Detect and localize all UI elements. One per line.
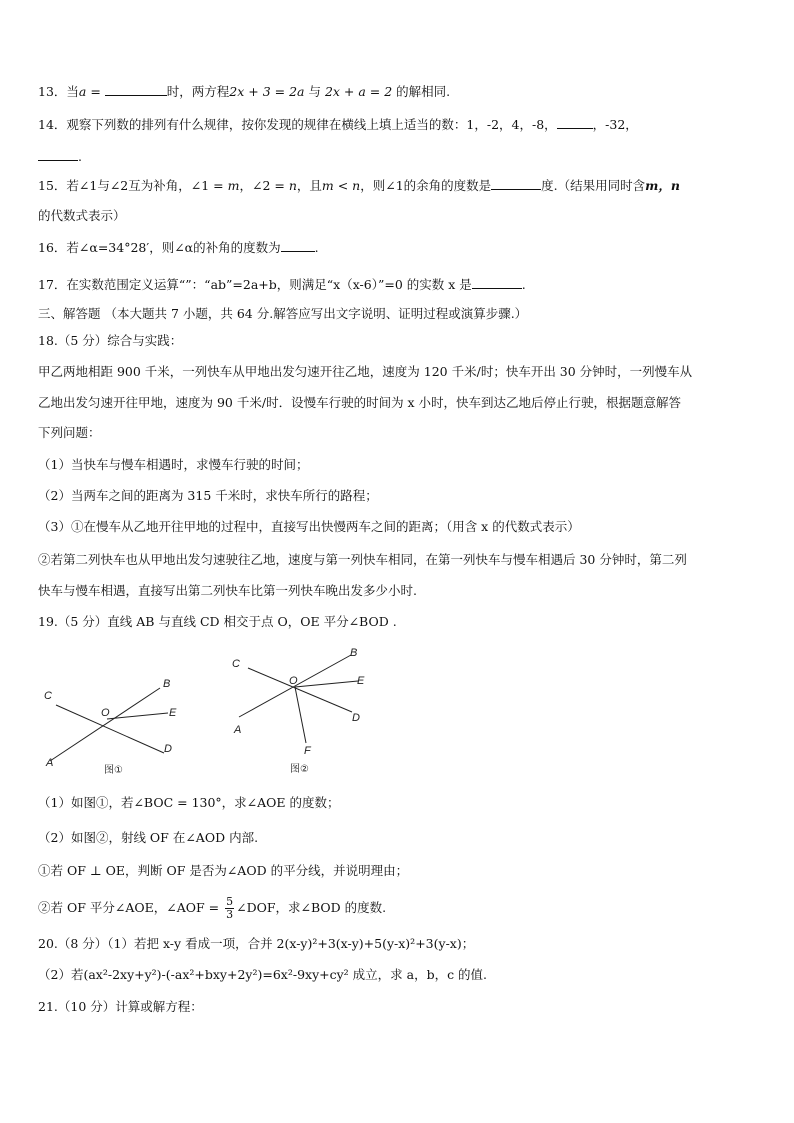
answer-blank[interactable] <box>491 177 541 190</box>
q18-subquestion-4-cont: 快车与慢车相遇，直接写出第二列快车比第一列快车晚出发多少小时. <box>38 583 417 598</box>
q15-prefix: 15．若∠1与∠2互为补角，∠1 = <box>38 178 228 193</box>
ray-oe <box>295 681 358 687</box>
figure-2 <box>226 643 376 783</box>
q18-subquestion-1: （1）当快车与慢车相遇时，求慢车行驶的时间； <box>38 457 309 472</box>
label-b: B <box>350 647 358 659</box>
q13-var: a <box>78 84 87 99</box>
label-c: C <box>44 690 52 702</box>
answer-blank[interactable] <box>105 83 167 96</box>
q18-paragraph-line: 乙地出发匀速开往甲地，速度为 90 千米/时．设慢车行驶的时间为 x 小时，快车到达乙地后停止行驶，根据题意解答 <box>38 395 682 410</box>
q16-end: . <box>314 240 319 255</box>
section-header: 三、解答题 （本大题共 7 小题，共 64 分.解答应写出文字说明、证明过程或演算步骤.） <box>38 306 528 321</box>
q19-s4-prefix: ②若 OF 平分∠AOE，∠AOF = <box>38 900 224 915</box>
q18-subquestion-2: （2）当两车之间的距离为 315 千米时，求快车所行的路程； <box>38 488 378 503</box>
q13-equals: = <box>86 84 105 99</box>
q15-mid1: ，∠2 = <box>239 178 289 193</box>
label-c: C <box>232 658 240 670</box>
answer-blank[interactable] <box>281 239 315 252</box>
label-e: E <box>169 707 177 719</box>
label-a: A <box>46 757 54 769</box>
question-14-cont <box>38 148 82 166</box>
question-17 <box>38 276 526 294</box>
q14-text: 14．观察下列数的排列有什么规律，按你发现的规律在横线上填上适当的数：1，-2，4，-8， <box>38 117 557 132</box>
question-18-title: 18.（5 分）综合与实践： <box>38 333 183 348</box>
q19-subquestion-4 <box>38 896 386 921</box>
question-21: 21.（10 分）计算或解方程： <box>38 999 203 1014</box>
q13-mid: 时，两方程 <box>166 84 230 99</box>
q19-subquestion-3: ①若 OF ⊥ OE，判断 OF 是否为∠AOD 的平分线，并说明理由； <box>38 863 409 878</box>
ray-oe <box>107 713 168 719</box>
q15-mid2: ，且 <box>296 178 322 193</box>
label-e: E <box>357 675 365 687</box>
label-d: D <box>352 712 360 724</box>
q13-prefix: 13．当 <box>38 84 79 99</box>
figure-2-caption: 图② <box>290 764 309 775</box>
q14-end: . <box>78 149 82 164</box>
question-16 <box>38 239 319 257</box>
q18-paragraph-line: 下列问题： <box>38 425 101 440</box>
question-14 <box>38 116 638 134</box>
q15-n: n <box>288 178 297 193</box>
q16-text: 16．若∠α=34°28′，则∠α的补角的度数为 <box>38 240 281 255</box>
q18-paragraph-line: 甲乙两地相距 900 千米，一列快车从甲地出发匀速开往乙地，速度为 120 千米/时；快车开出 30 分钟时，一列慢车从 <box>38 364 693 379</box>
q15-mn: m，n <box>645 178 680 193</box>
fraction <box>225 896 234 921</box>
label-o: O <box>289 675 298 687</box>
figure-1 <box>38 668 198 780</box>
question-15 <box>38 177 680 195</box>
q15-mid3: ，则∠1的余角的度数是 <box>360 178 492 193</box>
q17-end: . <box>521 277 526 292</box>
answer-blank[interactable] <box>38 148 78 161</box>
ray-of <box>295 687 306 743</box>
question-20-part2: （2）若(ax²-2xy+y²)-(-ax²+bxy+2y²)=6x²-9xy+cy² 成立，求 a，b，c 的值. <box>38 967 488 982</box>
q15-suffix: 度.（结果用同时含 <box>541 178 646 193</box>
q14-mid: ，-32， <box>592 117 638 132</box>
q13-conj: 与 <box>304 84 325 99</box>
q13-suffix: 的解相同. <box>392 84 451 99</box>
q19-subquestion-1: （1）如图①，若∠BOC = 130°，求∠AOE 的度数； <box>38 795 340 810</box>
question-13 <box>38 83 450 101</box>
q15-inequality: m < n <box>321 178 361 193</box>
q19-subquestion-2: （2）如图②，射线 OF 在∠AOD 内部. <box>38 830 259 845</box>
equation-2: 2x + a = 2 <box>324 84 393 99</box>
q18-subquestion-3: （3）①在慢车从乙地开往甲地的过程中，直接写出快慢两车之间的距离；（用含 x 的代数式表示） <box>38 519 580 534</box>
question-20: 20.（8 分）（1）若把 x-y 看成一项，合并 2(x-y)²+3(x-y)+5(y-x)²+3(y-x)； <box>38 936 475 951</box>
label-b: B <box>163 678 171 690</box>
answer-blank[interactable] <box>557 116 593 129</box>
fraction-denominator: 3 <box>226 908 234 921</box>
line-cd <box>248 668 352 712</box>
question-19-title: 19.（5 分）直线 AB 与直线 CD 相交于点 O，OE 平分∠BOD . <box>38 614 397 629</box>
q15-m: m <box>227 178 240 193</box>
q19-s4-suffix: ∠DOF，求∠BOD 的度数. <box>236 900 387 915</box>
q18-subquestion-4: ②若第二列快车也从甲地出发匀速驶往乙地，速度与第一列快车相同，在第一列快车与慢车相遇后 30 分钟时，第二列 <box>38 552 687 567</box>
equation-1: 2x + 3 = 2a <box>229 84 305 99</box>
figure-1-caption: 图① <box>104 765 123 776</box>
fraction-numerator: 5 <box>226 895 234 908</box>
line-ab <box>50 688 160 761</box>
label-o: O <box>101 707 110 719</box>
label-a: A <box>234 724 242 736</box>
q17-text: 17．在实数范围定义运算“”：“ab”=2a+b，则满足“x（x-6）”=0 的实数 x 是 <box>38 277 472 292</box>
q15-line2: 的代数式表示） <box>38 208 126 223</box>
label-f: F <box>304 745 311 757</box>
label-d: D <box>164 743 172 755</box>
question-15-cont <box>38 207 126 225</box>
answer-blank[interactable] <box>472 276 522 289</box>
